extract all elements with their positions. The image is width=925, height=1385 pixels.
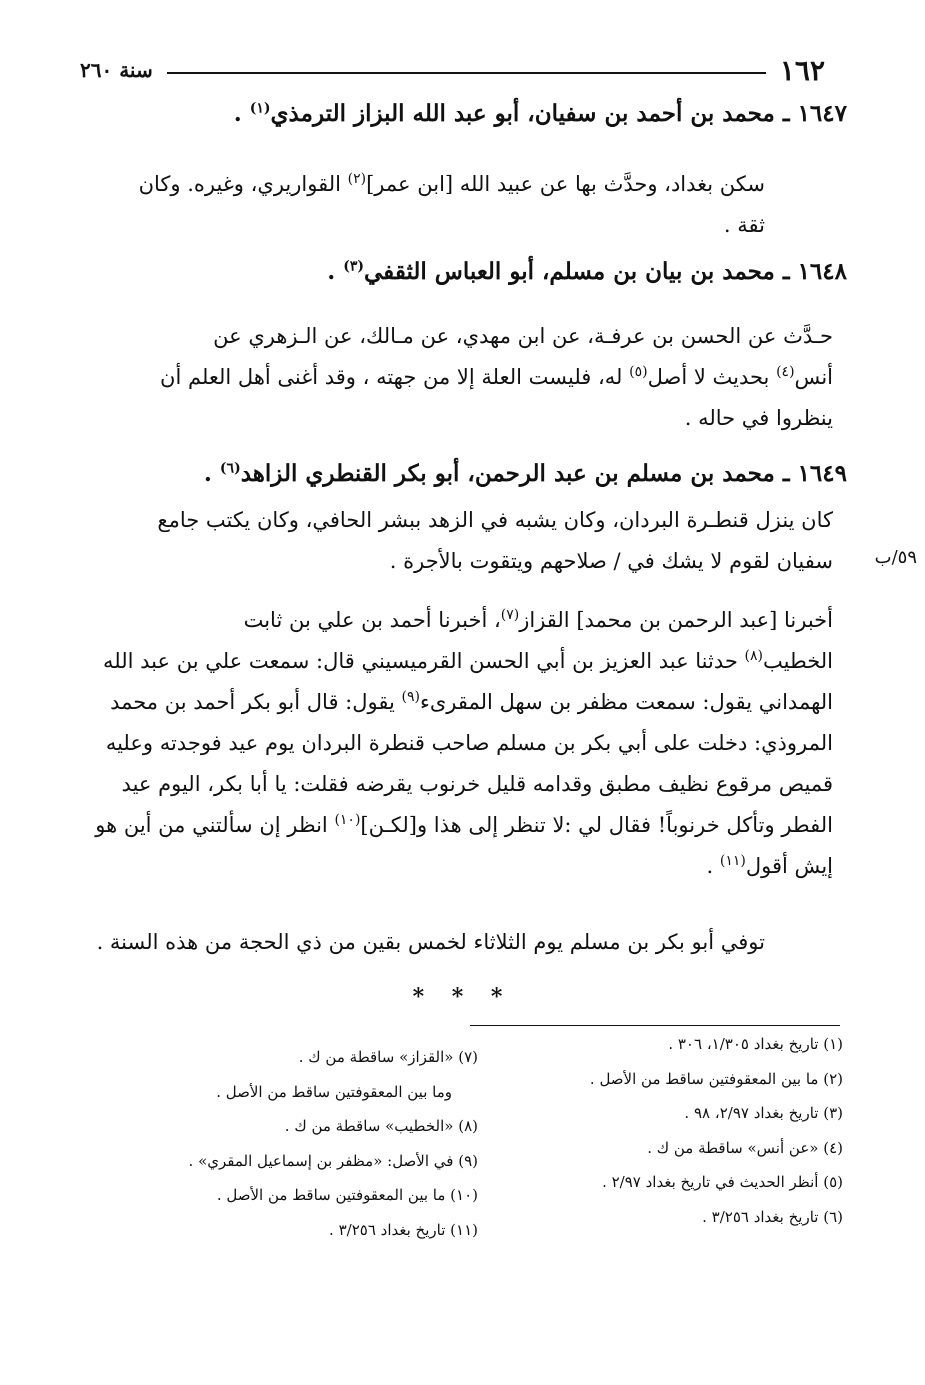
- footnotes-left-column: [158, 1040, 478, 1247]
- heading-punct: .: [233, 100, 250, 127]
- text-line: [83, 600, 833, 641]
- text-run: بحديث لا أصل: [647, 365, 777, 389]
- text-line: [83, 723, 833, 764]
- text-run: الهمداني يقول: سمعت مظفر بن سهل المقرىء: [419, 690, 833, 714]
- text-run: انظر إن سألتني من أين هو: [95, 813, 335, 837]
- text-line: [83, 641, 833, 682]
- footnote-6: (٦) تاريخ بغداد ٣/٢٥٦ .: [702, 1207, 843, 1226]
- heading-punct: .: [203, 460, 220, 487]
- footnote-ref: (٣): [343, 258, 365, 275]
- page-number: ١٦٢: [779, 53, 825, 87]
- narration-paragraph: [83, 600, 833, 887]
- footnote-10: (١٠) ما بين المعقوفتين ساقط من الأصل .: [216, 1186, 478, 1204]
- closing-paragraph: [83, 922, 765, 963]
- text-line: [83, 682, 833, 723]
- entry-title: ١٦٤٧ ـ محمد بن أحمد بن سفيان، أبو عبد الله البزاز الترمذي: [270, 100, 847, 127]
- text-run: ثقة .: [723, 213, 765, 237]
- entry-body-1647: [83, 164, 765, 246]
- footnote-ref: (٥): [629, 364, 648, 380]
- text-run: سكن بغداد، وحدَّث بها عن عبيد الله [ابن عمر]: [366, 172, 765, 196]
- entry-title: ١٦٤٩ ـ محمد بن مسلم بن عبد الرحمن، أبو بكر القنطري الزاهد: [240, 460, 847, 487]
- text-run: حـدَّث عن الحسن بن عرفـة، عن ابن مهدي، عن مـالك، عن الـزهري عن: [213, 324, 833, 348]
- page-header: [80, 50, 825, 90]
- footnote-ref: (١): [249, 100, 271, 117]
- footnote-ref: (٩): [401, 689, 420, 705]
- footnote-1: (١) تاريخ بغداد ١/٣٠٥، ٣٠٦ .: [668, 1035, 843, 1053]
- entry-heading-1649: [204, 460, 847, 487]
- text-run: حدثنا عبد العزيز بن أبي الحسن القرميسيني قال: سمعت علي بن عبد الله: [103, 649, 745, 673]
- text-run: أنس: [794, 365, 833, 389]
- text-line: [83, 764, 833, 805]
- footnote-ref: (٦): [219, 460, 241, 477]
- text-run: القواريري، وغيره. وكان: [138, 172, 348, 196]
- entry-body-1648: [83, 316, 833, 439]
- text-line: [83, 316, 833, 357]
- text-line: [83, 805, 833, 846]
- text-line: [83, 500, 833, 541]
- footnote-ref: (٢): [347, 171, 367, 187]
- text-line: [83, 357, 833, 398]
- text-line: [83, 398, 833, 439]
- text-run: إيش أقول: [745, 854, 833, 878]
- entry-body-1649: [83, 500, 833, 582]
- text-run: المروذي: دخلت على أبي بكر بن مسلم صاحب قنطرة البردان يوم عيد فوجدته وعليه: [105, 731, 833, 755]
- footnote-3: (٣) تاريخ بغداد ٢/٩٧، ٩٨ .: [684, 1104, 843, 1122]
- footnote-ref: (١١): [719, 853, 746, 869]
- text-run: يقول: قال أبو بكر أحمد بن محمد: [110, 690, 402, 714]
- header-rule: [167, 72, 766, 74]
- text-run: سفيان لقوم لا يشك في / صلاحهم ويتقوت بالأجرة .: [389, 549, 833, 573]
- text-line: [83, 846, 833, 887]
- footnote-9: (٩) في الأصل: «مظفر بن إسماعيل المقري» .: [188, 1151, 478, 1170]
- text-run: الخطيب: [763, 649, 833, 673]
- text-run: قميص مرقوع نظيف مطبق وقدامه قليل خرنوب يقرضه فقلت: يا أبا بكر، اليوم عيد: [121, 772, 833, 796]
- footnote-5: (٥) أنظر الحديث في تاريخ بغداد ٢/٩٧ .: [602, 1173, 843, 1191]
- text-run: ينظروا في حاله .: [684, 406, 833, 430]
- footnote-ref: (١٠): [334, 812, 361, 828]
- year-label: سنة ٢٦٠: [80, 58, 153, 82]
- text-line: [83, 541, 833, 582]
- entry-heading-1648: [327, 258, 847, 285]
- footnote-7-continued: وما بين المعقوفتين ساقط من الأصل .: [216, 1082, 452, 1101]
- entry-heading-1647: [234, 100, 847, 127]
- footnote-ref: (٧): [500, 607, 520, 623]
- text-run: أخبرنا [عبد الرحمن بن محمد] القزاز: [519, 608, 833, 632]
- closing-line: توفي أبو بكر بن مسلم يوم الثلاثاء لخمس بقين من ذي الحجة من هذه السنة .: [96, 930, 765, 954]
- text-run: الفطر وتأكل خرنوباً! فقال لي :لا تنظر إلى هذا و[لكـن]: [360, 813, 833, 837]
- footnote-rule: [470, 1025, 840, 1026]
- text-line: [83, 164, 765, 205]
- entry-title: ١٦٤٨ ـ محمد بن بيان بن مسلم، أبو العباس الثقفي: [364, 258, 847, 285]
- footnote-ref: (٤): [776, 364, 795, 380]
- manuscript-folio-note: ٥٩/ب: [874, 547, 917, 568]
- footnote-8: (٨) «الخطيب» ساقطة من ك .: [284, 1117, 478, 1135]
- text-run: ، أخبرنا أحمد بن علي بن ثابت: [243, 608, 501, 632]
- footnote-7: (٧) «القزاز» ساقطة من ك .: [298, 1048, 478, 1066]
- footnotes-right-column: [523, 1027, 843, 1234]
- text-run: .: [706, 854, 720, 878]
- footnote-4: (٤) «عن أنس» ساقطة من ك .: [647, 1138, 843, 1157]
- text-line: [83, 205, 765, 246]
- footnote-2: (٢) ما بين المعقوفتين ساقط من الأصل .: [589, 1069, 843, 1088]
- text-run: له، فليست العلة إلا من جهته ، وقد أغنى أهل العلم أن: [160, 365, 630, 389]
- heading-punct: .: [327, 258, 344, 285]
- footnote-ref: (٨): [744, 648, 764, 664]
- text-run: كان ينزل قنطـرة البردان، وكان يشبه في الزهد ببشر الحافي، وكان يكتب جامع: [157, 508, 833, 532]
- section-separator: * * *: [412, 984, 513, 1010]
- footnote-11: (١١) تاريخ بغداد ٣/٢٥٦ .: [329, 1220, 478, 1239]
